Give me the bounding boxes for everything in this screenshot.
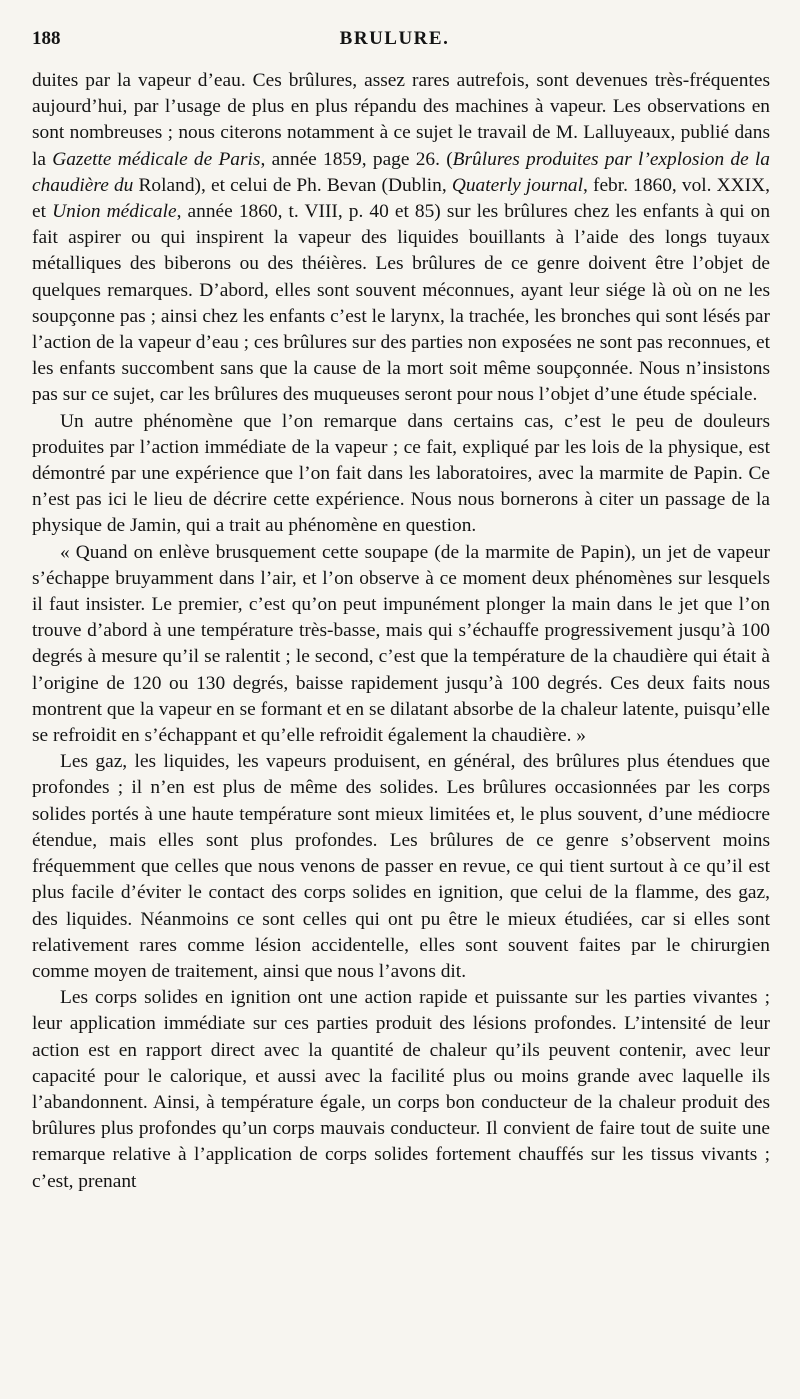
text-run: Roland), et celui de Ph. Bevan (Dublin, — [133, 174, 452, 196]
text-run: Les corps solides en ignition ont une action rapide et puissante sur les parties vivantes ; leur application immédiate sur ces parties produit des lésions profondes. L’intensité de leur action est en rapport direct avec la quantité de chaleur qu’ils peuvent contenir, avec leur capacité pour le calorique, et aussi avec la facilité plus ou moins grande avec laquelle ils l’abandonnent. Ainsi, à température égale, un corps bon conducteur de la chaleur produit des brûlures plus profondes qu’un corps mauvais conducteur. Il convient de faire tout de suite une remarque relative à l’application de corps solides fortement chauffés sur les tissus vivants ; c’est, prenant — [32, 987, 770, 1192]
text-run: duites par la vapeur d’eau. Ces brûlures, assez rares autrefois, sont devenues très-fréquentes aujourd’hui, par l’usage de plus en plus répandu des machines à vapeur. Les observations en sont nombreuses ; nous citerons notamment à ce sujet le travail de M. Lalluyeaux, publié dans la — [32, 70, 770, 170]
text-run: Un autre phénomène que l’on remarque dans certains cas, c’est le peu de douleurs produites par l’action immédiate de la vapeur ; ce fait, expliqué par les lois de la physique, est démontré par une expérience que l’on fait dans les laboratoires, avec la marmite de Papin. Ce n’est pas ici le lieu de décrire cette expérience. Nous nous bornerons à citer un passage de la physique de Jamin, qui a trait au phénomène en question. — [32, 410, 770, 537]
running-head: BRULURE. — [339, 28, 450, 49]
paragraph — [32, 540, 770, 750]
text-run: Les gaz, les liquides, les vapeurs produisent, en général, des brûlures plus étendues que profondes ; il n’en est plus de même des solides. Les brûlures occasionnées par les corps solides portés à une haute température sont mieux limitées et, le plus souvent, d’une médiocre étendue, mais elles sont plus profondes. Les brûlures de ce genre s’observent moins fréquemment que celles que nous venons de passer en revue, ce qui tient surtout à ce qu’il est plus facile d’éviter le contact des corps solides en ignition, que celui de la flamme, des gaz, des liquides. Néanmoins ce sont celles qui ont pu être le mieux étudiées, car si elles sont relativement rares comme lésion accidentelle, elles sont souvent faites par le chirurgien comme moyen de traitement, ainsi que nous l’avons dit. — [32, 751, 770, 982]
paragraph — [32, 68, 770, 409]
italic-text: Gazette médicale de Paris — [52, 148, 261, 170]
italic-text: Union médicale — [52, 201, 177, 223]
italic-text: Quaterly journal — [451, 174, 583, 196]
page-header — [32, 0, 770, 60]
paragraph — [32, 985, 770, 1195]
page-body — [32, 68, 770, 1195]
text-run: , année 1860, t. VIII, p. 40 et 85) sur les brûlures chez les enfants à qui on fait aspirer ou qui inspirent la vapeur des liquides bouillants à l’aide des longs tuyaux métalliques des biberons ou des théières. Les brûlures de ce genre doivent être l’objet de quelques remarques. D’abord, elles sont souvent méconnues, ayant leur siége là où on ne les soupçonne pas ; ainsi chez les enfants c’est le larynx, la trachée, les bronches qui sont lésés par l’action de la vapeur d’eau ; ces brûlures sur des parties non exposées ne sont pas reconnues, et les enfants succombent sans que la cause de la mort soit même soupçonnée. Nous n’insistons pas sur ce sujet, car les brûlures des muqueuses seront pour nous l’objet d’une étude spéciale. — [32, 201, 771, 406]
paragraph — [32, 409, 770, 540]
text-run: , année 1859, page 26. ( — [260, 148, 453, 170]
paragraph — [32, 749, 770, 985]
text-run: « Quand on enlève brusquement cette soupape (de la marmite de Papin), un jet de vapeur s’échappe bruyamment dans l’air, et l’on observe à ce moment deux phénomènes sur lesquels il faut insister. Le premier, c’est qu’on peut impunément plonger la main dans le jet que l’on trouve d’abord à une température très-basse, mais qui s’échauffe progressivement jusqu’à 100 degrés à mesure qu’il se ralentit ; le second, c’est que la température de la chaudière qui était à l’origine de 120 ou 130 degrés, baisse rapidement jusqu’à 100 degrés. Ces deux faits nous montrent que la vapeur en se formant et en se dilatant absorbe de la chaleur latente, puisqu’elle se refroidit en s’échappant et qu’elle refroidit également la chaudière. » — [32, 541, 770, 747]
italic-text: Brûlures produites par l’explosion de la chaudière du — [32, 148, 770, 196]
text-run: , febr. 1860, vol. XXIX, et — [32, 174, 770, 223]
page-number: 188 — [32, 28, 61, 49]
